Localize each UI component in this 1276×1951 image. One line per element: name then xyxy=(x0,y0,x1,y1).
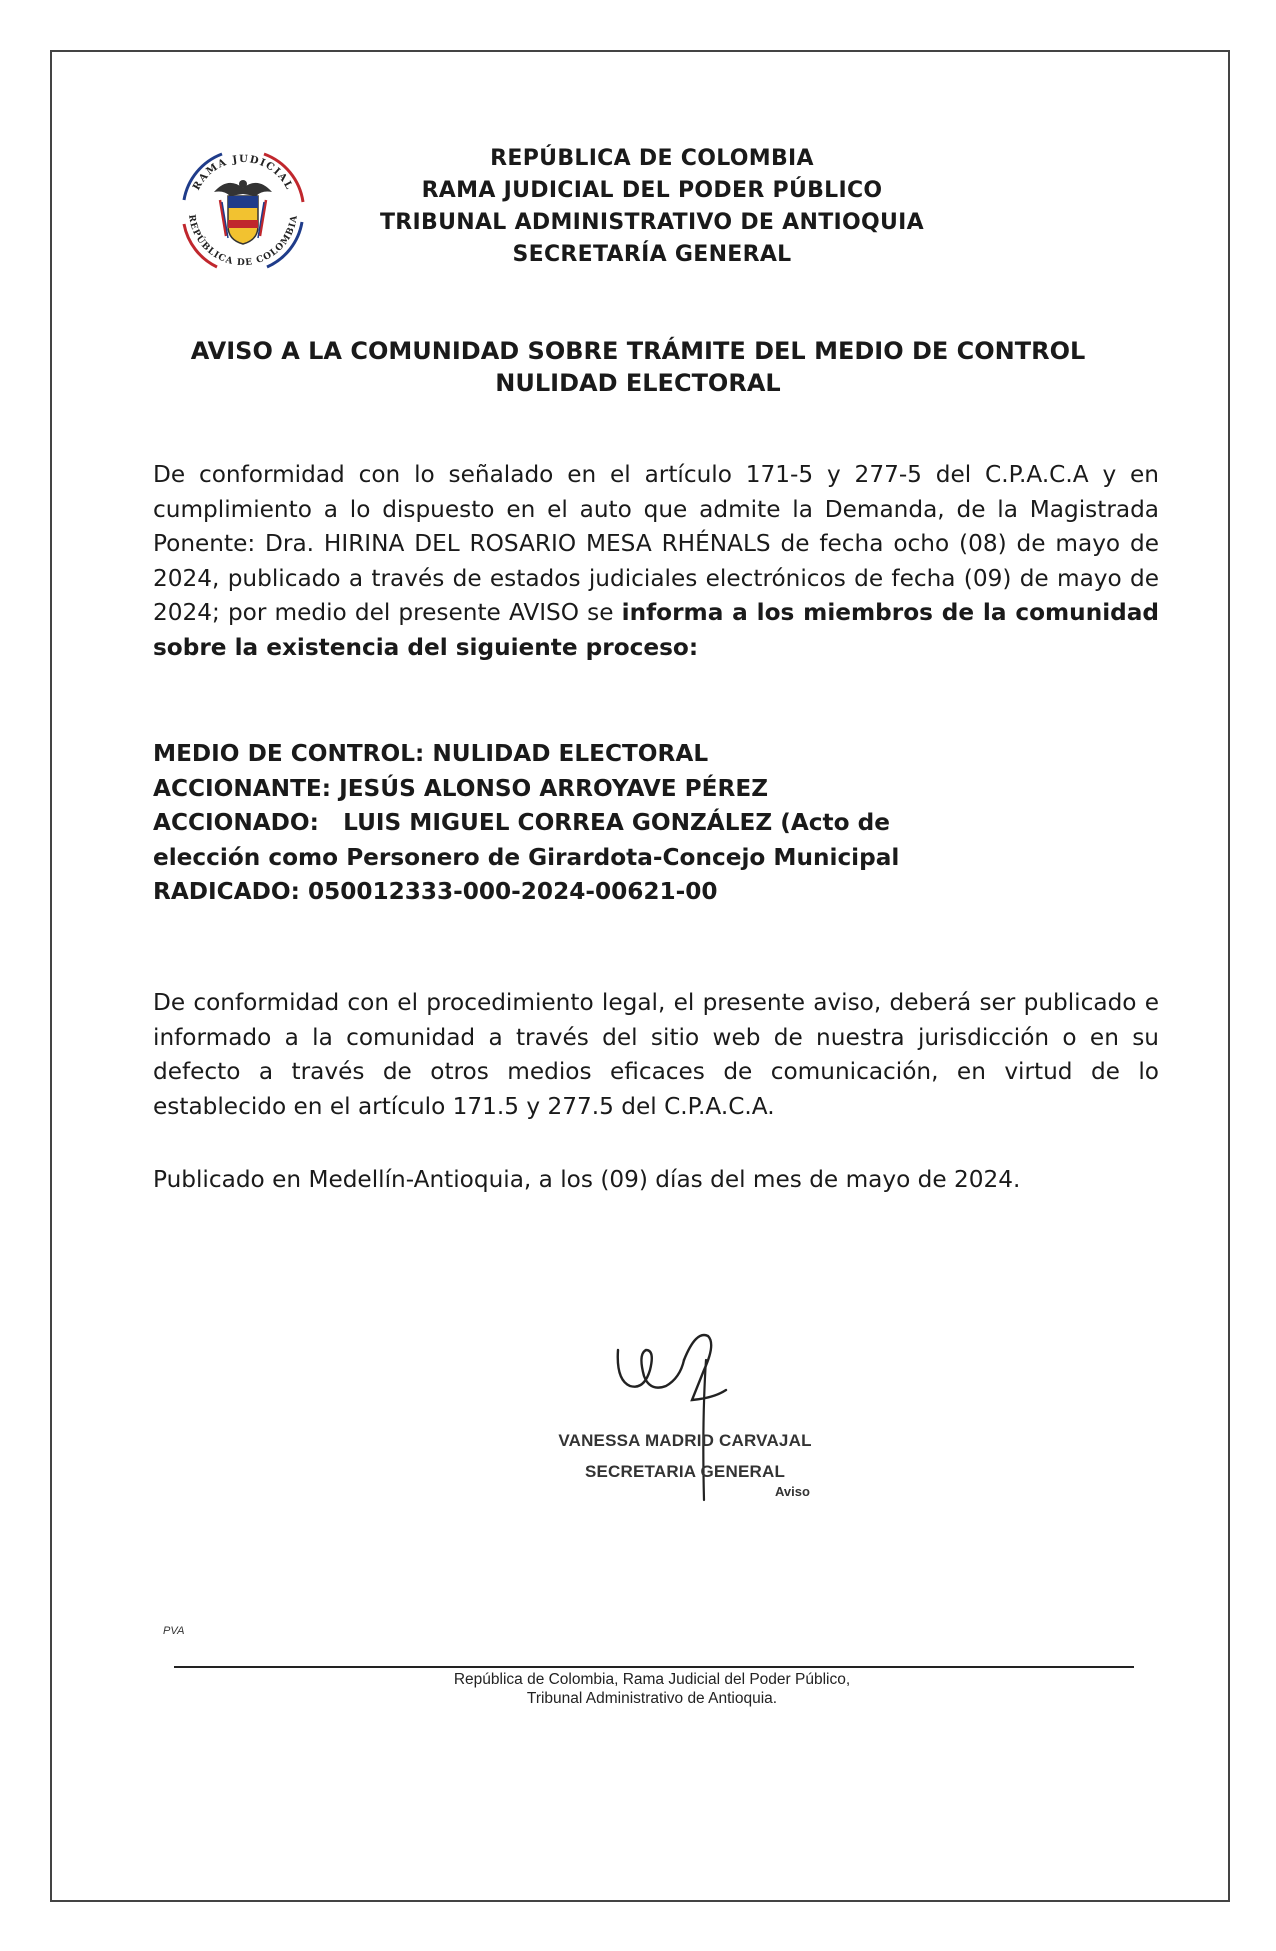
header-office: SECRETARÍA GENERAL xyxy=(512,242,792,267)
notice-title-line-2: NULIDAD ELECTORAL xyxy=(495,369,781,397)
page-border xyxy=(50,50,1230,1902)
notice-title-line-1: AVISO A LA COMUNIDAD SOBRE TRÁMITE DEL MEDIO DE CONTROL xyxy=(190,337,1086,365)
detail-accionante: ACCIONANTE: JESÚS ALONSO ARROYAVE PÉREZ xyxy=(153,774,769,802)
procedure-paragraph: De conformidad con el procedimiento legal, el presente aviso, deberá ser publicado e informado a la comunidad a través del sitio web de nuestra jurisdicción o en su defecto a través de otros medios eficaces de comunicación, en virtud de lo establecido en el artículo 171.5 y 277.5 del C.P.A.C.A. xyxy=(153,989,1159,1120)
document-header xyxy=(300,143,1004,271)
intro-text: De conformidad con lo señalado en el artículo 171-5 y 277-5 del C.P.A.C.A y en cumplimiento a lo dispuesto en el auto que admite la Demanda, de la Magistrada Ponente: Dra. HIRINA DEL ROSARIO MESA RHÉNALS de fecha ocho (08) de mayo de 2024, publicado a través de estados judiciales electrónicos de fecha (09) de mayo de 2024; por medio del presente AVISO se xyxy=(153,461,1159,627)
signature-note: Aviso xyxy=(775,1484,810,1499)
signatory-block xyxy=(540,1425,830,1487)
footer-line-2: Tribunal Administrativo de Antioquia. xyxy=(526,1690,778,1707)
typist-initials: PVA xyxy=(163,1625,185,1637)
detail-radicado: RADICADO: 050012333-000-2024-00621-00 xyxy=(153,878,718,906)
svg-text:RAMA JUDICIAL: RAMA JUDICIAL xyxy=(191,153,295,193)
notice-title xyxy=(150,335,1126,399)
footer-divider xyxy=(174,1666,1134,1668)
detail-accionado-continued: elección como Personero de Girardota-Concejo Municipal xyxy=(153,843,900,871)
publication-paragraph: Publicado en Medellín-Antioquia, a los (09) días del mes de mayo de 2024. xyxy=(153,1166,1021,1193)
signatory-role: SECRETARIA GENERAL xyxy=(584,1462,786,1481)
header-tribunal: TRIBUNAL ADMINISTRATIVO DE ANTIOQUIA xyxy=(379,210,924,235)
signatory-name: VANESSA MADRID CARVAJAL xyxy=(558,1431,812,1450)
svg-text:REPÚBLICA DE COLOMBIA: REPÚBLICA DE COLOMBIA xyxy=(186,213,300,269)
detail-medio-de-control: MEDIO DE CONTROL: NULIDAD ELECTORAL xyxy=(153,740,709,767)
header-branch: RAMA JUDICIAL DEL PODER PÚBLICO xyxy=(421,178,883,203)
header-country: REPÚBLICA DE COLOMBIA xyxy=(490,146,814,171)
page-footer xyxy=(300,1670,1004,1708)
rama-judicial-seal xyxy=(172,140,314,282)
detail-accionado: ACCIONADO: LUIS MIGUEL CORREA GONZÁLEZ (Acto de xyxy=(153,809,890,837)
process-details xyxy=(153,737,1153,910)
intro-bold-text: informa a los miembros de la comunidad sobre la existencia del siguiente proceso: xyxy=(153,599,1159,661)
intro-paragraph xyxy=(153,458,1159,666)
footer-line-1: República de Colombia, Rama Judicial del Poder Público, xyxy=(453,1671,851,1688)
